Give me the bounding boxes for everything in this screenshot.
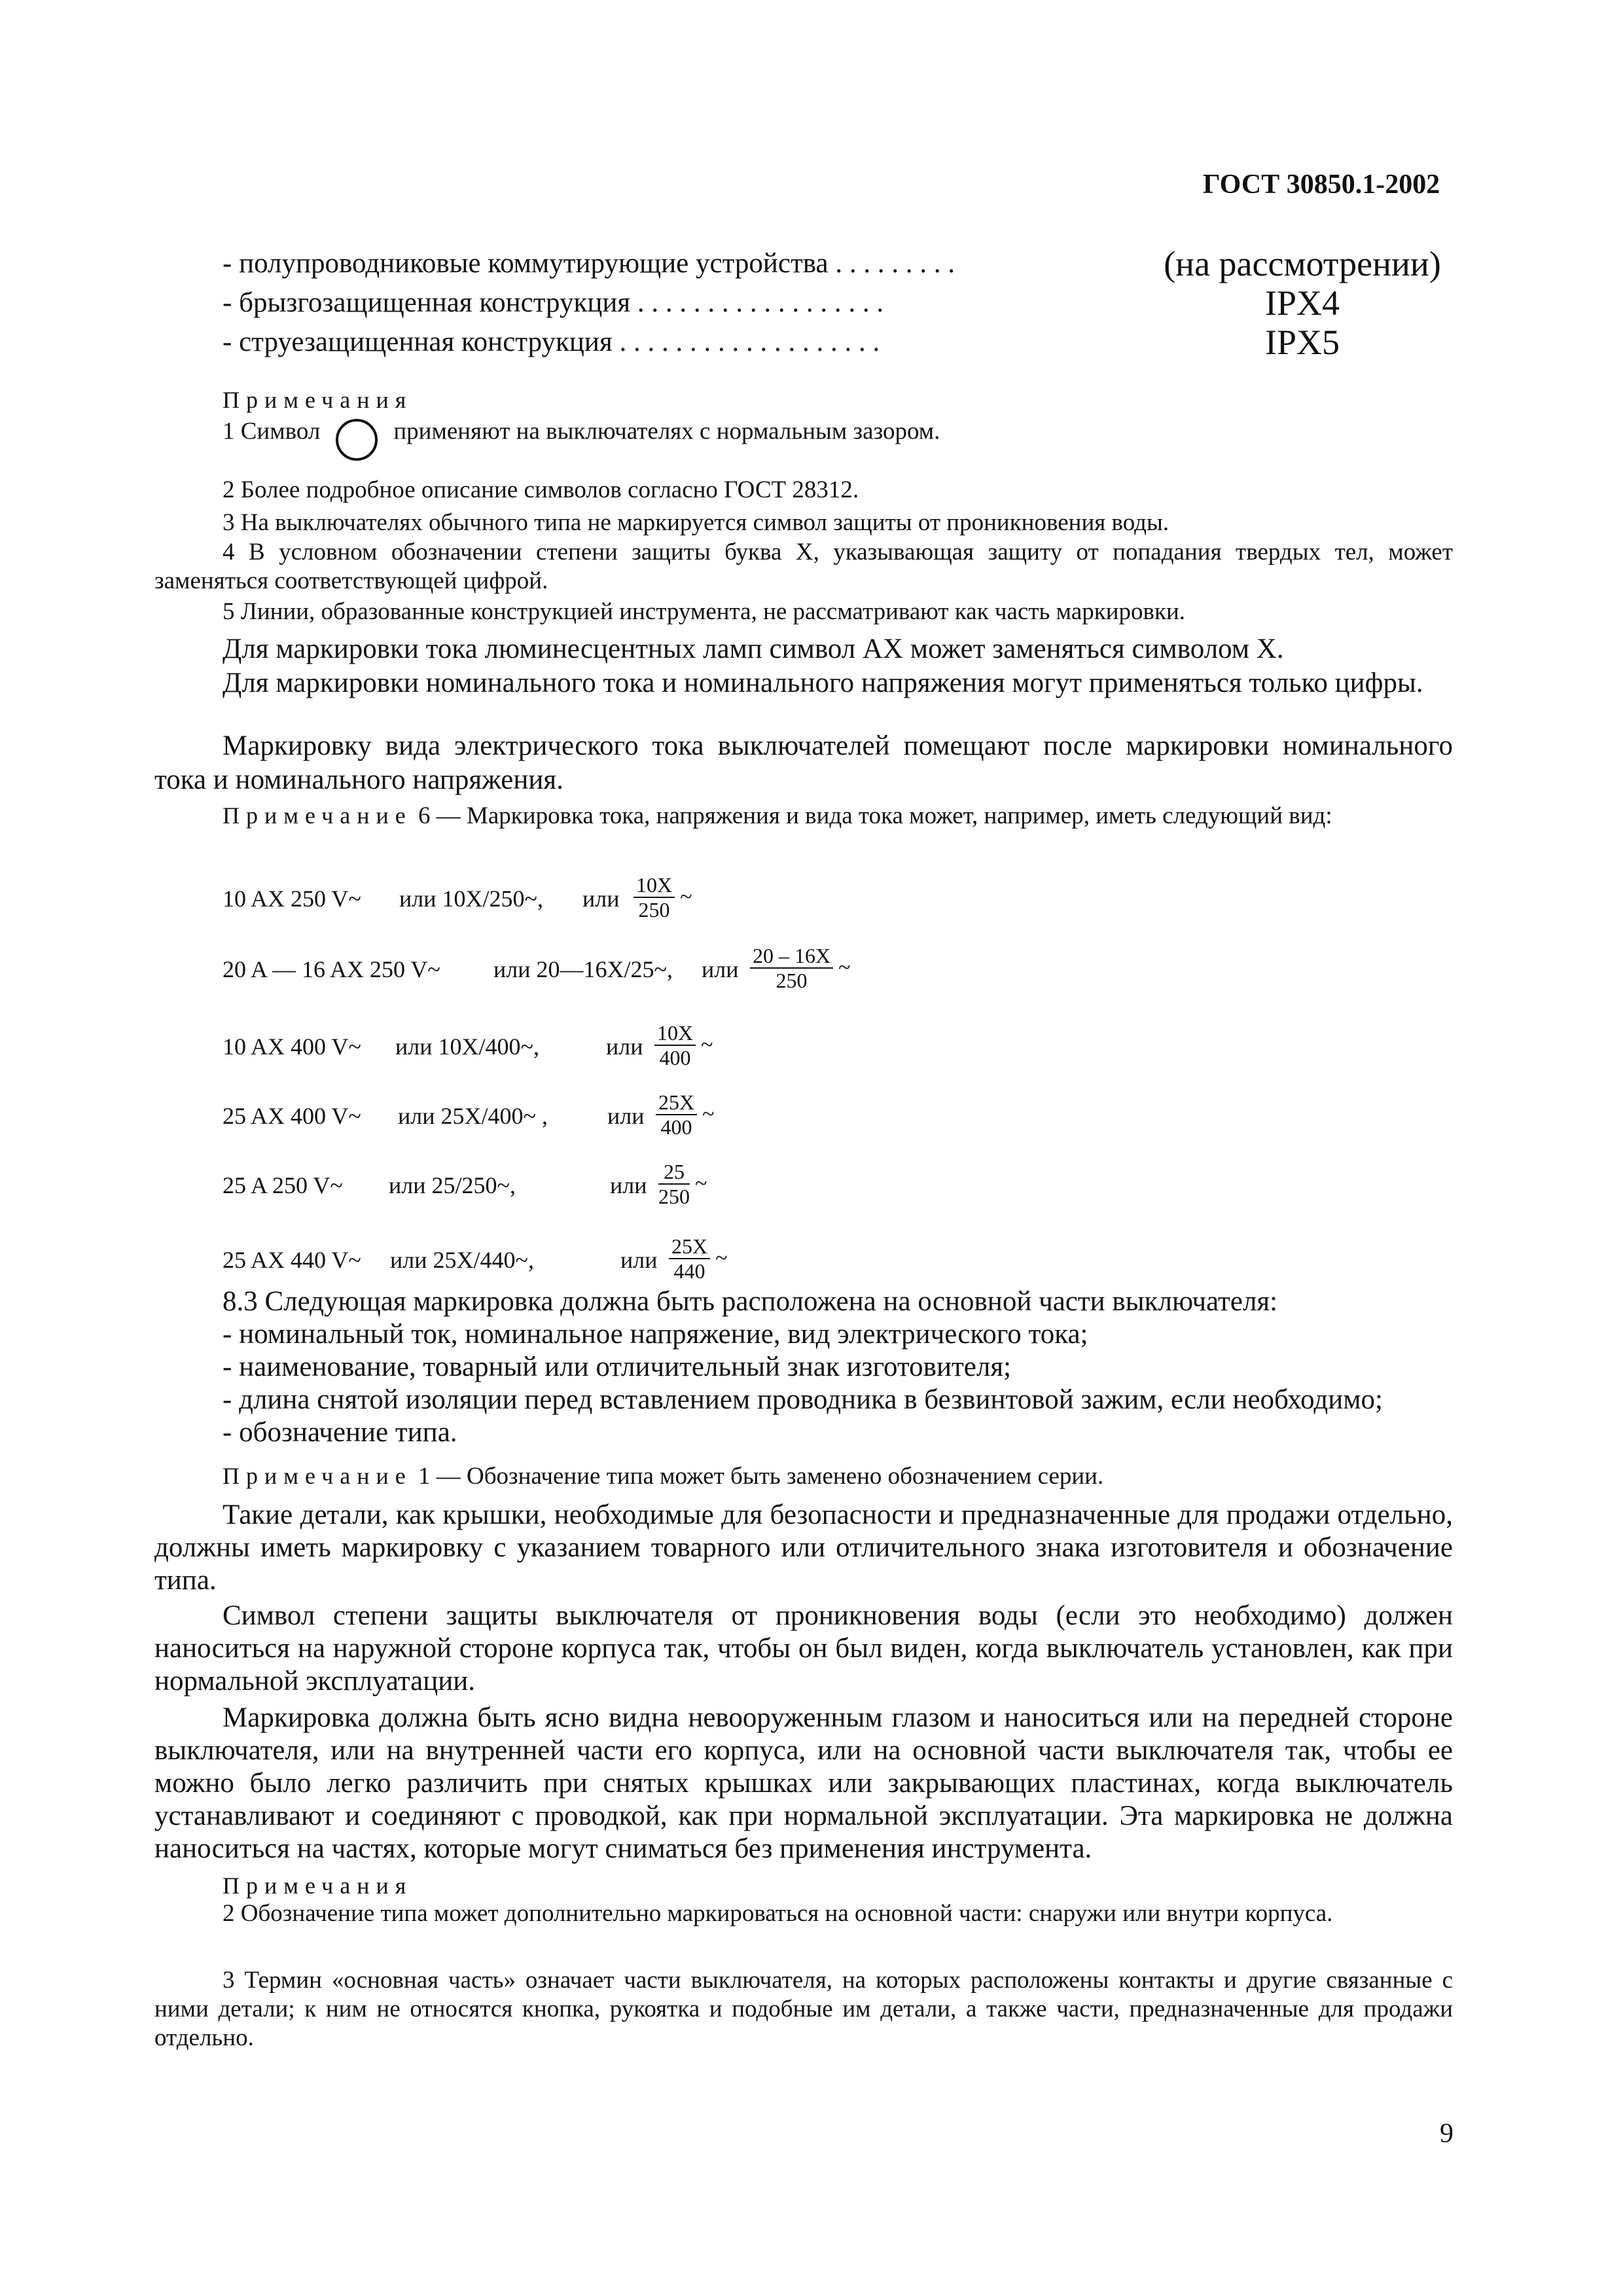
paragraph: Для маркировки тока люминесцентных ламп символ AX может заменяться символом X. [223, 634, 1284, 664]
page-number: 9 [1440, 2119, 1454, 2149]
section-8-3-title: 8.3 Следующая маркировка должна быть расположена на основной части выключателя: [223, 1286, 1278, 1317]
note-6-heading: Примечание [223, 802, 412, 829]
marking-short: или 20—16X/25~, [493, 956, 673, 982]
note-1-suffix: применяют на выключателях с нормальным зазором. [393, 418, 940, 445]
note-1 [223, 412, 940, 454]
fraction-denominator: 250 [658, 1185, 690, 1208]
marking-full: 20 A — 16 AX 250 V~ [223, 956, 440, 982]
marking-short: или 10X/250~, [399, 886, 543, 912]
fraction-numerator: 20 – 16X [750, 945, 833, 969]
notes-heading: Примечания [223, 1873, 413, 1899]
marking-full: 25 AX 440 V~ [223, 1247, 361, 1273]
marking-fraction: $\frac{10X}{250}$ ~ [628, 874, 692, 920]
marking-fraction: $\frac{20 - 16X}{250}$ ~ [745, 945, 851, 991]
fraction-denominator: 250 [776, 969, 808, 992]
paragraph: Символ степени защиты выключателя от проникновения воды (если это необходимо) должен наноситься на наружной стороне корпуса так, чтобы он был виден, когда выключатель установлен, как при нормальной эксплуатации. [154, 1600, 1453, 1696]
notes-heading: Примечания [223, 387, 413, 413]
note-3b: 3 Термин «основная часть» означает части выключателя, на которых расположены контакты и другие связанные с ними детали; к ним не относятся кнопка, рукоятка и подобные им детали, а также части, предназначенные для продажи отдельно. [154, 1967, 1453, 2051]
note-2: 2 Более подробное описание символов согласно ГОСТ 28312. [223, 476, 859, 503]
marking-short: или 25/250~, [389, 1172, 516, 1198]
note-5: 5 Линии, образованные конструкцией инструмента, не рассматривают как часть маркировки. [223, 598, 1186, 625]
normal-gap-circle-icon [336, 419, 378, 461]
list-item-value: IPX5 [1264, 323, 1340, 362]
marking-full: 10 AX 400 V~ [223, 1033, 361, 1060]
marking-full: 10 AX 250 V~ [223, 886, 361, 912]
marking-fraction: $\frac{25}{250}$ ~ [658, 1160, 707, 1208]
list-item [223, 323, 1453, 364]
marking-fraction: $\frac{25X}{400}$ ~ [651, 1092, 715, 1138]
note-1b-heading: Примечание [223, 1463, 412, 1489]
note-1b-text: 1 — Обозначение типа может быть заменено обозначением серии. [418, 1463, 1104, 1490]
fraction-numerator: 25X [656, 1092, 697, 1115]
list-item [223, 283, 1453, 325]
marking-short: или 10X/400~, [395, 1033, 539, 1060]
note-2b: 2 Обозначение типа может дополнительно маркироваться на основной части: снаружи или внутри корпуса. [223, 1900, 1333, 1927]
note-1-prefix: 1 Символ [223, 418, 321, 445]
fraction-numerator: 25X [669, 1236, 710, 1259]
note-3: 3 На выключателях обычного типа не маркируется символ защиты от проникновения воды. [223, 509, 1169, 536]
marking-fraction: $\frac{25X}{440}$ ~ [664, 1236, 728, 1282]
marking-or: или [606, 1033, 643, 1060]
marking-short: или 25X/440~, [390, 1247, 534, 1273]
list-item: - номинальный ток, номинальное напряжение, вид электрического тока; [223, 1319, 1088, 1350]
note-6-text: 6 — Маркировка тока, напряжения и вида тока может, например, иметь следующий вид: [418, 802, 1332, 829]
marking-or: или [610, 1172, 647, 1198]
marking-or: или [620, 1247, 658, 1273]
note-6 [154, 801, 1453, 831]
marking-fraction: $\frac{10X}{400}$ ~ [649, 1022, 713, 1068]
marking-or: или [607, 1103, 645, 1129]
marking-full: 25 AX 400 V~ [223, 1103, 361, 1129]
fraction-numerator: 10X [633, 874, 675, 898]
paragraph: Маркировка должна быть ясно видна невооруженным глазом и наноситься или на передней стороне выключателя, или на внутренней части его корпуса, или на основной части выключателя так, чтобы ее можно было легко различить при снятых крышках или закрывающих пластинах, когда выключатель устанавливают и соединяют с проводкой, как при нормальной эксплуатации. Эта маркировка не должна наноситься на частях, которые могут сниматься без применения инструмента. [154, 1702, 1453, 1864]
marking-or: или [582, 886, 620, 912]
document-id: ГОСТ 30850.1-2002 [1203, 170, 1440, 200]
list-item: - обозначение типа. [223, 1417, 457, 1448]
marking-short: или 25X/400~ , [398, 1103, 548, 1129]
fraction-numerator: 25 [658, 1161, 690, 1185]
list-item [223, 244, 1453, 285]
paragraph: Такие детали, как крышки, необходимые для безопасности и предназначенные для продажи отдельно, должны иметь маркировку с указанием товарного или отличительного знака изготовителя и обозначение типа. [154, 1499, 1453, 1596]
list-item: - наименование, товарный или отличительный знак изготовителя; [223, 1352, 1012, 1382]
list-item-label: - брызгозащищенная конструкция . . . . . . . . . . . . . . . . . . [223, 287, 884, 318]
fraction-numerator: 10X [654, 1022, 696, 1046]
list-item-label: - полупроводниковые коммутирующие устройства . . . . . . . . . [223, 248, 955, 279]
fraction-denominator: 250 [638, 898, 670, 922]
paragraph: Маркировку вида электрического тока выключателей помещают после маркировки номинального тока и номинального напряжения. [154, 730, 1453, 795]
fraction-denominator: 400 [660, 1115, 692, 1139]
list-item-value: (на рассмотрении) [1164, 244, 1441, 283]
marking-or: или [702, 956, 739, 982]
note-4: 4 В условном обозначении степени защиты буква X, указывающая защиту от попадания твердых тел, может заменяться соответствующей цифрой. [154, 539, 1453, 594]
paragraph: Для маркировки номинального тока и номинального напряжения могут применяться только цифры. [223, 668, 1423, 698]
list-item-value: IPX4 [1264, 283, 1340, 323]
note-1b [223, 1458, 1103, 1494]
marking-full: 25 A 250 V~ [223, 1172, 343, 1198]
list-item: - длина снятой изоляции перед вставлением проводника в безвинтовой зажим, если необходимо; [223, 1384, 1383, 1415]
fraction-denominator: 400 [659, 1046, 691, 1069]
fraction-denominator: 440 [673, 1259, 705, 1283]
list-item-label: - струезащищенная конструкция . . . . . . . . . . . . . . . . . . . [223, 327, 880, 357]
